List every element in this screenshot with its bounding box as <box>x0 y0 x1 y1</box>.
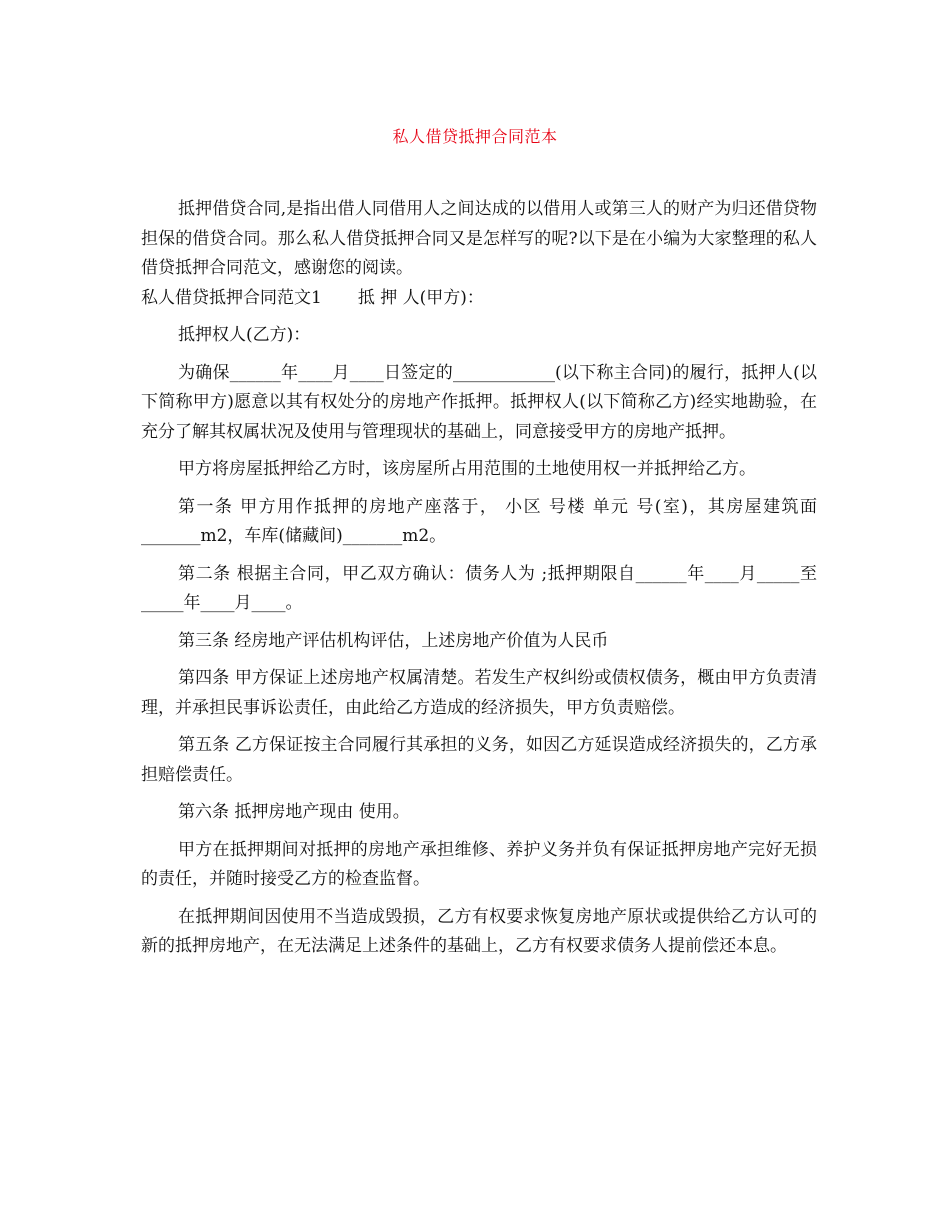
sample-heading: 私人借贷抵押合同范文1 <box>141 287 322 308</box>
article-4: 第四条 甲方保证上述房地产权属清楚。若发生产权纠纷或债权债务，概由甲方负责清理，并承担民事诉讼责任，由此给乙方造成的经济损失，甲方负责赔偿。 <box>141 668 817 718</box>
article-5: 第五条 乙方保证按主合同履行其承担的义务，如因乙方延误造成经济损失的，乙方承担赔偿责任。 <box>141 735 817 785</box>
article-1: 第一条 甲方用作抵押的房地产座落于， 小区 号楼 单元 号(室)，其房屋建筑面_______m2，车库(储藏间)_______m2。 <box>141 496 817 546</box>
mortgagor-label: 抵 押 人(甲方)： <box>357 287 484 308</box>
spacer <box>141 485 817 493</box>
spacer <box>141 351 817 359</box>
intro-paragraph: 抵押借贷合同,是指出借人同借用人之间达成的以借用人或第三人的财产为归还借贷物担保的借贷合同。那么私人借贷抵押合同又是怎样写的呢?以下是在小编为大家整理的私人借贷抵押合同范文，感谢您的阅读。 <box>141 199 817 278</box>
paragraph-maintenance: 甲方在抵押期间对抵押的房地产承担维修、养护义务并负有保证抵押房地产完好无损的责任，并随时接受乙方的检查监督。 <box>141 839 817 889</box>
spacer <box>141 723 817 731</box>
paragraph-land-use: 甲方将房屋抵押给乙方时，该房屋所占用范围的土地使用权一并抵押给乙方。 <box>178 459 756 479</box>
document-body <box>141 195 817 962</box>
article-2: 第二条 根据主合同，甲乙双方确认：债务人为 ;抵押期限自______年____月_____至_____年____月____。 <box>141 563 817 613</box>
mortgagee-label: 抵押权人(乙方)： <box>178 325 311 345</box>
article-6: 第六条 抵押房地产现由 使用。 <box>178 802 410 822</box>
spacer <box>141 552 817 560</box>
paragraph-damage: 在抵押期间因使用不当造成毁损，乙方有权要求恢复房地产原状或提供给乙方认可的新的抵押房地产，在无法满足上述条件的基础上，乙方有权要求债务人提前偿还本息。 <box>141 906 817 956</box>
sample-heading-line <box>141 284 817 314</box>
document-title: 私人借贷抵押合同范本 <box>392 127 558 146</box>
spacer <box>141 828 817 836</box>
spacer <box>141 619 817 627</box>
article-3: 第三条 经房地产评估机构评估，上述房地产价值为人民币 <box>178 630 609 651</box>
paragraph-guarantee-purpose: 为确保______年____月____日签定的____________(以下称主合同)的履行，抵押人(以下简称甲方)愿意以其有权处分的房地产作抵押。抵押权人(以下简称乙方)经实地勘验，在充分了解其权属状况及使用与管理现状的基础上，同意接受甲方的房地产抵押。 <box>141 362 817 442</box>
spacer <box>141 895 817 903</box>
spacer <box>141 313 817 321</box>
spacer <box>141 656 817 664</box>
spacer <box>141 790 817 798</box>
spacer <box>141 447 817 455</box>
